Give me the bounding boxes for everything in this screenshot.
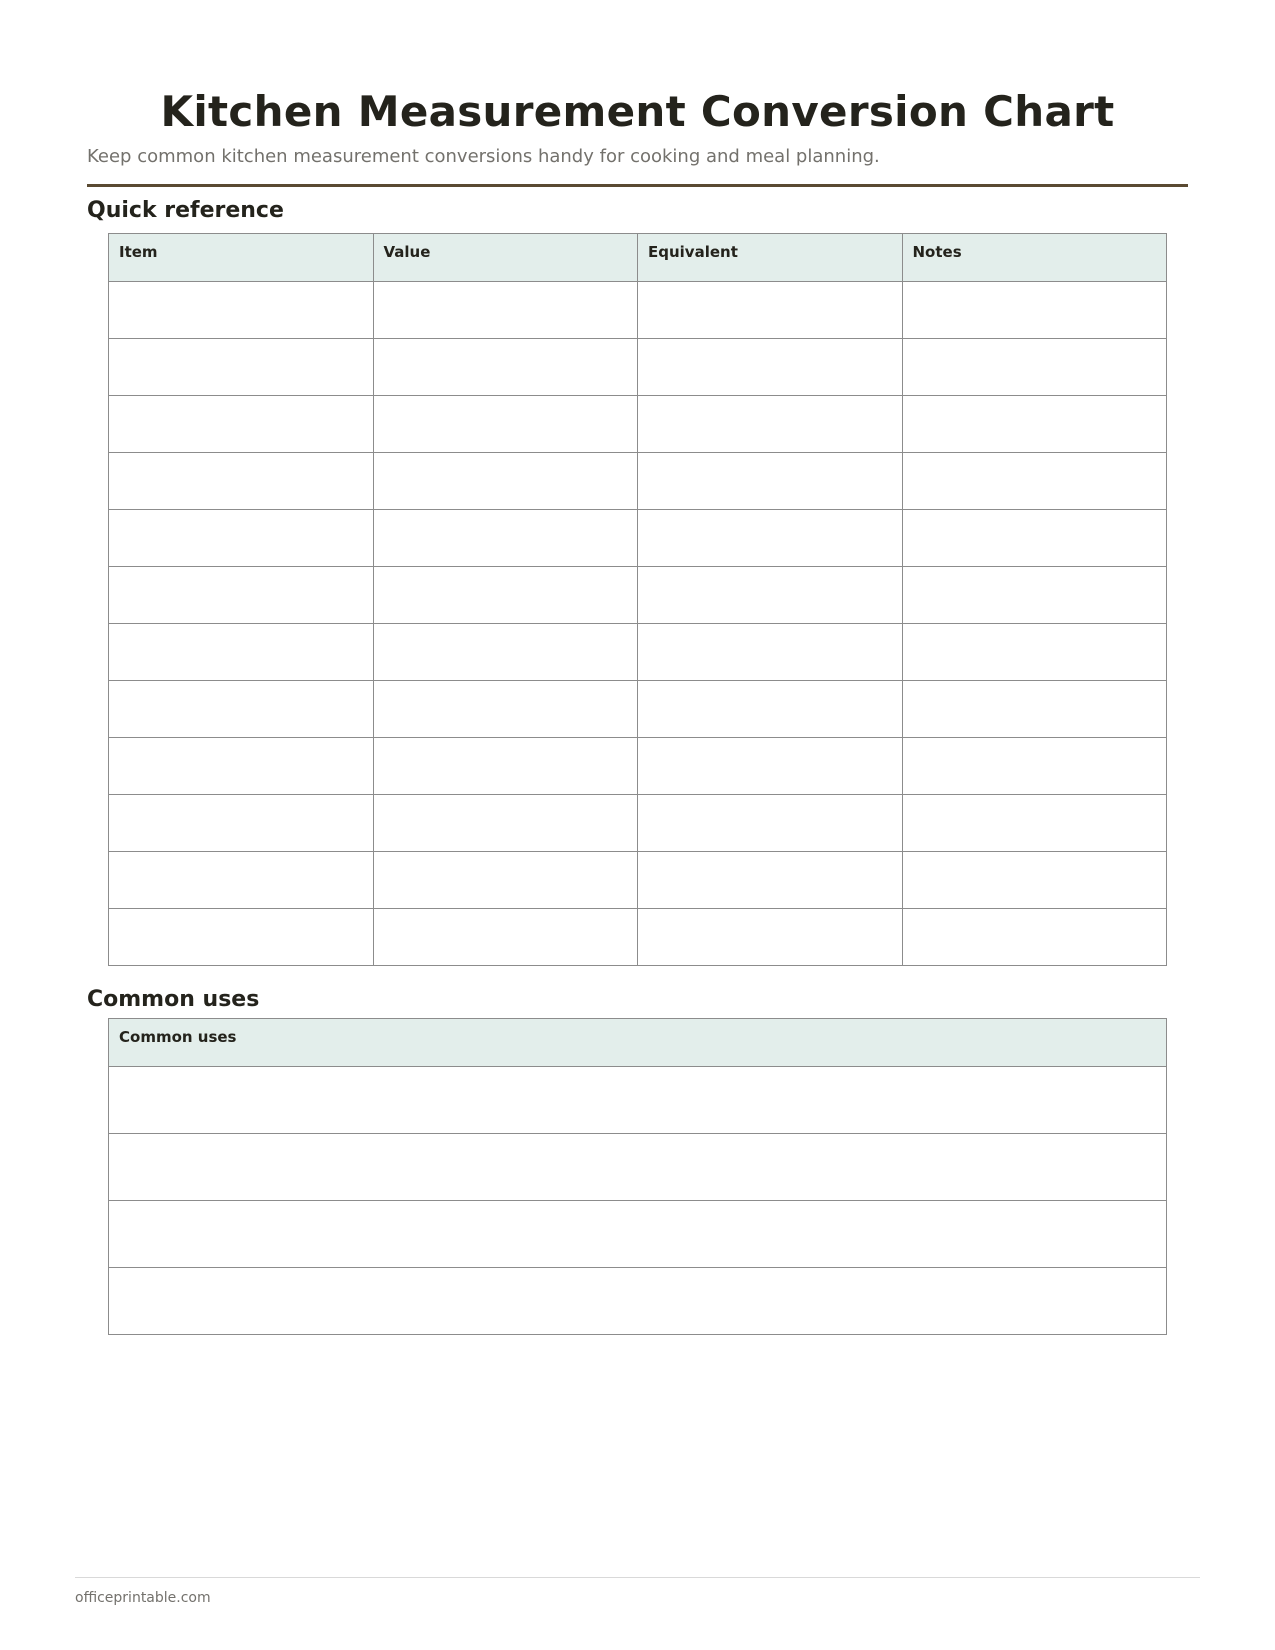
footer-divider — [75, 1577, 1200, 1578]
title-divider — [87, 184, 1188, 187]
table-cell[interactable] — [638, 396, 903, 453]
table-row — [109, 738, 1167, 795]
table-row — [109, 852, 1167, 909]
table-row — [109, 909, 1167, 966]
table-cell[interactable] — [109, 1268, 1167, 1335]
table-cell[interactable] — [109, 681, 374, 738]
table-row — [109, 510, 1167, 567]
table-cell[interactable] — [638, 282, 903, 339]
table-cell[interactable] — [109, 738, 374, 795]
table-cell[interactable] — [373, 681, 638, 738]
table-cell[interactable] — [638, 909, 903, 966]
table-header-row — [109, 1019, 1167, 1067]
table-cell[interactable] — [373, 624, 638, 681]
table-cell[interactable] — [902, 624, 1167, 681]
table-cell[interactable] — [109, 1134, 1167, 1201]
table-cell[interactable] — [109, 1201, 1167, 1268]
column-header-common-uses: Common uses — [109, 1019, 1167, 1067]
table-cell[interactable] — [373, 567, 638, 624]
table-cell[interactable] — [902, 453, 1167, 510]
table-row — [109, 624, 1167, 681]
table-cell[interactable] — [109, 339, 374, 396]
table-row — [109, 681, 1167, 738]
table-cell[interactable] — [373, 396, 638, 453]
table-cell[interactable] — [902, 339, 1167, 396]
table-row — [109, 1201, 1167, 1268]
table-row — [109, 339, 1167, 396]
table-cell[interactable] — [638, 852, 903, 909]
table-row — [109, 396, 1167, 453]
table-cell[interactable] — [902, 681, 1167, 738]
quick-reference-heading: Quick reference — [87, 198, 284, 223]
table-cell[interactable] — [109, 510, 374, 567]
table-cell[interactable] — [638, 453, 903, 510]
table-row — [109, 795, 1167, 852]
table-cell[interactable] — [109, 852, 374, 909]
table-cell[interactable] — [109, 282, 374, 339]
table-cell[interactable] — [109, 795, 374, 852]
table-cell[interactable] — [109, 396, 374, 453]
table-cell[interactable] — [373, 909, 638, 966]
table-cell[interactable] — [638, 339, 903, 396]
column-header-item: Item — [109, 234, 374, 282]
footer-source: officeprintable.com — [75, 1590, 211, 1606]
common-uses-table — [108, 1018, 1167, 1335]
table-cell[interactable] — [109, 624, 374, 681]
table-cell[interactable] — [638, 681, 903, 738]
common-uses-heading: Common uses — [87, 987, 260, 1012]
table-cell[interactable] — [373, 510, 638, 567]
table-cell[interactable] — [902, 795, 1167, 852]
table-row — [109, 453, 1167, 510]
table-cell[interactable] — [902, 567, 1167, 624]
table-cell[interactable] — [638, 738, 903, 795]
table-row — [109, 567, 1167, 624]
table-cell[interactable] — [902, 510, 1167, 567]
column-header-value: Value — [373, 234, 638, 282]
page-subtitle: Keep common kitchen measurement conversions handy for cooking and meal planning. — [87, 146, 880, 167]
table-cell[interactable] — [373, 852, 638, 909]
table-cell[interactable] — [902, 738, 1167, 795]
table-cell[interactable] — [109, 453, 374, 510]
quick-reference-table — [108, 233, 1167, 966]
table-cell[interactable] — [373, 738, 638, 795]
column-header-equivalent: Equivalent — [638, 234, 903, 282]
table-cell[interactable] — [109, 567, 374, 624]
table-cell[interactable] — [902, 852, 1167, 909]
table-cell[interactable] — [373, 282, 638, 339]
table-row — [109, 1134, 1167, 1201]
table-cell[interactable] — [638, 567, 903, 624]
table-row — [109, 1268, 1167, 1335]
table-cell[interactable] — [373, 453, 638, 510]
table-cell[interactable] — [902, 282, 1167, 339]
table-cell[interactable] — [902, 909, 1167, 966]
table-cell[interactable] — [109, 909, 374, 966]
table-cell[interactable] — [902, 396, 1167, 453]
table-header-row — [109, 234, 1167, 282]
table-cell[interactable] — [373, 795, 638, 852]
page-title: Kitchen Measurement Conversion Chart — [160, 87, 1115, 136]
column-header-notes: Notes — [902, 234, 1167, 282]
table-cell[interactable] — [638, 624, 903, 681]
table-row — [109, 1067, 1167, 1134]
table-cell[interactable] — [373, 339, 638, 396]
table-cell[interactable] — [638, 510, 903, 567]
table-cell[interactable] — [638, 795, 903, 852]
table-row — [109, 282, 1167, 339]
table-cell[interactable] — [109, 1067, 1167, 1134]
